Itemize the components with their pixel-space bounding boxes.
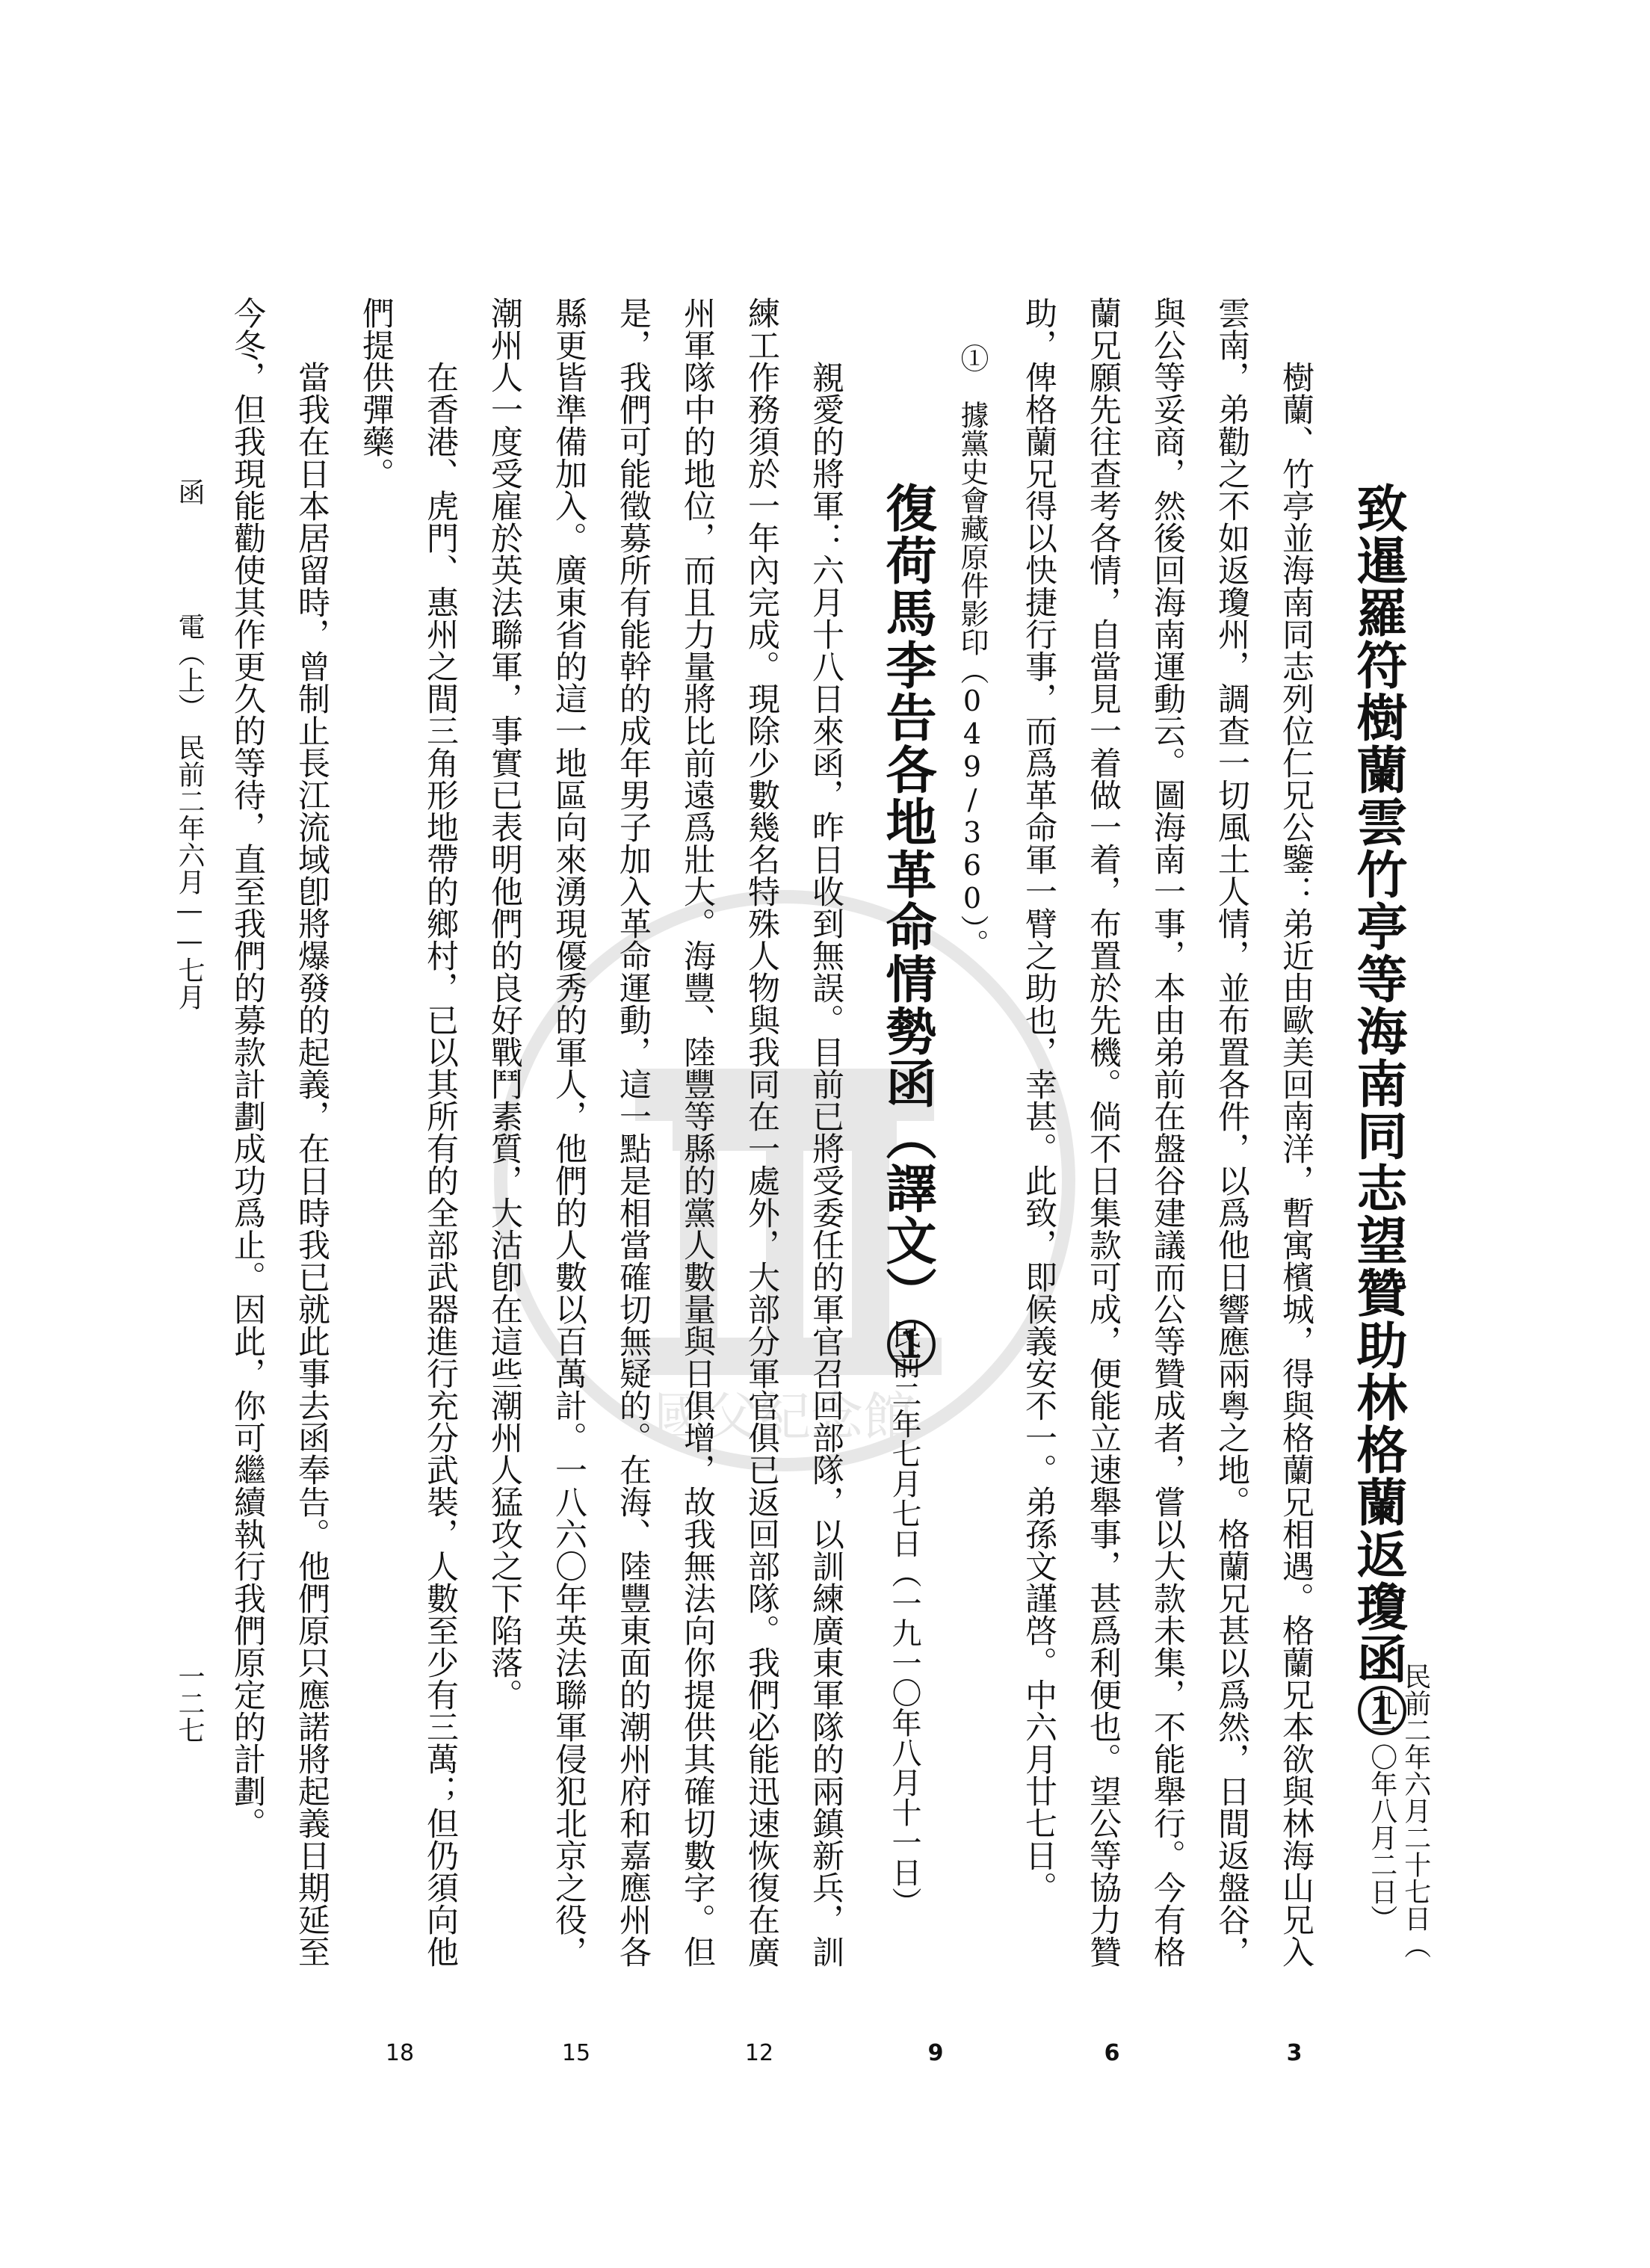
footer-section: 函 電（上） 民前二年六月——七月 (174, 478, 205, 1010)
letter1-line-4: 蘭兄願先往查考各情，自當見一着做一着，布置於先機。倘不日集款可成，便能立速舉事，甚爲利便也。望公等協力贊 (1084, 297, 1122, 1968)
line-number: 9 (927, 2040, 944, 2066)
letter2-line-2: 練工作務須於一年內完成。現除少數幾名特殊人物與我同在一處外，大部分軍官俱已返回部隊。我們必能迅速恢復在廣 (743, 297, 780, 1968)
line-number: 6 (1104, 2040, 1120, 2066)
letter2-line-6: 潮州人一度受雇於英法聯軍，事實已表明他們的良好戰鬥素質，大沽卽在這些潮州人猛攻之下陷落。 (486, 297, 523, 1711)
line-number: 18 (385, 2040, 415, 2066)
watermark-text: 國父紀念館 (654, 1386, 915, 1447)
letter2-line-4: 是，我們可能徵募所有能幹的成年男子加入革命運動，這一點是相當確切無疑的。在海、陸豐東面的潮州府和嘉應州各 (614, 297, 652, 1968)
letter1-date-line1: 民前二年六月二十七日（ (1400, 1663, 1431, 1959)
letter2-line-9: 當我在日本居留時，曾制止長江流域卽將爆發的起義，在日時我已就此事去函奉告。他們原只應諾將起義日期延至 (293, 329, 330, 1968)
letter1-date-line2: 一九一〇年八月二日） (1366, 1663, 1397, 1932)
letter1-line-5: 助，俾格蘭兄得以快捷行事，而爲革命軍一臂之助也，幸甚。此致，即候義安不一。弟孫文謹啓。中六月廿七日。 (1020, 297, 1057, 1903)
letter1-line-3: 與公等妥商，然後回海南運動云。圖海南一事，本由弟前在盤谷建議而公等贊成者，嘗以大款未集，不能舉行。今有格 (1149, 297, 1186, 1968)
letter2-line-8: 們提供彈藥。 (357, 297, 395, 489)
line-number: 15 (561, 2040, 591, 2066)
letter2-line-3: 州軍隊中的地位，而且力量將比前遠爲壯大。海豐、陸豐等縣的黨人數量與日俱增，故我無法向你提供其確切數字。但 (679, 297, 716, 1968)
letter2-line-5: 縣更皆準備加入。廣東省的這一地區向來湧現優秀的軍人，他們的人數以百萬計。一八六〇年英法聯軍侵犯北京之役， (550, 297, 587, 1968)
line-number: 3 (1286, 2040, 1303, 2066)
letter2-line-1: 親愛的將軍：六月十八日來函，昨日收到無誤。目前已將受委任的軍官召回部隊，以訓練廣東軍隊的兩鎮新兵，訓 (807, 361, 844, 1968)
letter1-note: ① 據黨史會藏原件影印（049/360）。 (956, 344, 989, 957)
page-number: 一二七 (174, 1663, 205, 1743)
letter1-line-2: 雲南，弟勸之不如返瓊州，調查一切風土人情，並布置各件，以爲他日響應兩粤之地。格蘭兄甚以爲然，日間返盤谷， (1213, 297, 1250, 1968)
letter1-line-1: 樹蘭、竹亭並海南同志列位仁兄公鑒：弟近由歐美回南洋，暫寓檳城，得與格蘭兄相遇。格蘭兄本欲與林海山兄入 (1277, 361, 1314, 1968)
letter1-title: 致暹羅符樹蘭雲竹亭等海南同志望贊助林格蘭返瓊函① (1348, 482, 1408, 1737)
letter2-line-7: 在香港、虎門、惠州之間三角形地帶的鄉村，已以其所有的全部武器進行充分武裝，人數至少有三萬；但仍須向他 (421, 329, 459, 1968)
letter2-date: 民前二年七月七日（一九一〇年八月十一日） (887, 1319, 921, 1917)
letter2-title: 復荷馬李告各地革命情勢函（譯文）① (877, 482, 937, 1371)
line-number: 12 (744, 2040, 774, 2066)
letter2-line-10: 今冬，但我現能勸使其作更久的等待，直至我們的募款計劃成功爲止。因此，你可繼續執行我們原定的計劃。 (229, 297, 266, 1839)
